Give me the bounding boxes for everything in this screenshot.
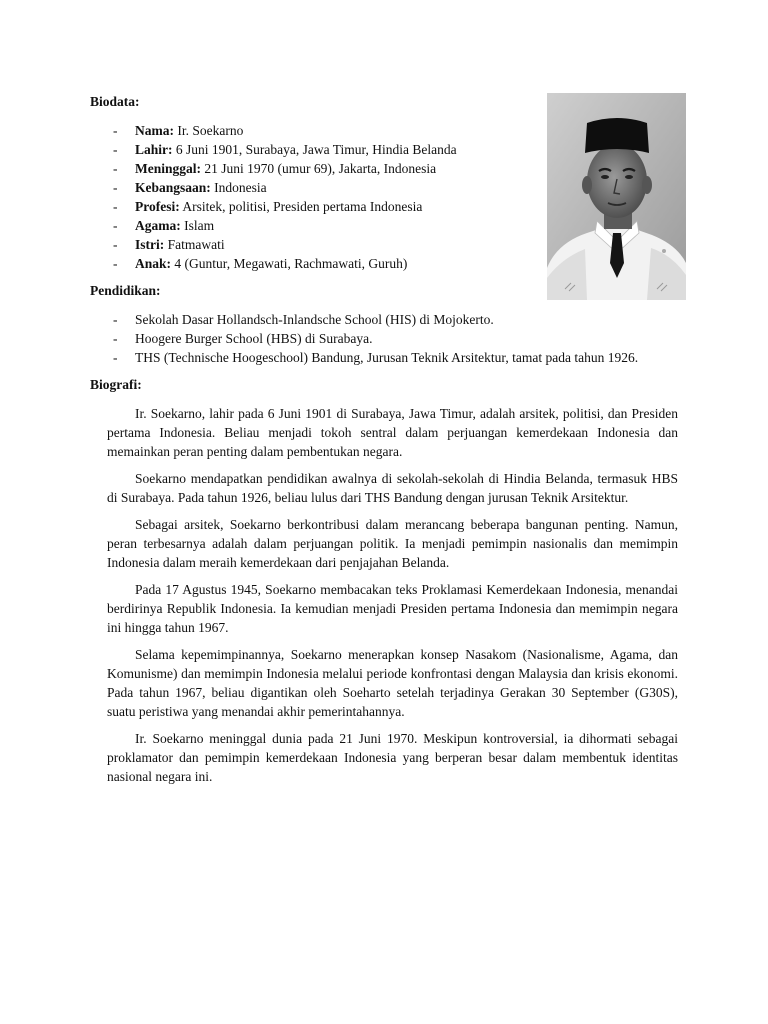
field-value: Fatmawati [164,237,225,252]
field-value: Arsitek, politisi, Presiden pertama Indonesia [179,199,423,214]
list-item [90,254,530,273]
list-item: - THS (Technische Hoogeschool) Bandung, Jurusan Teknik Arsitektur, tamat pada tahun 1926. [90,348,678,367]
field-value: Ir. Soekarno [174,123,244,138]
paragraph: Soekarno mendapatkan pendidikan awalnya di sekolah-sekolah di Hindia Belanda, termasuk HBS di Surabaya. Pada tahun 1926, beliau lulus dari THS Bandung dengan jurusan Teknik Arsitektur. [107,471,678,505]
field-label: Agama: [135,218,181,233]
list-item [90,159,530,178]
list-item: - Sekolah Dasar Hollandsch-Inlandsche School (HIS) di Mojokerto. [90,310,678,329]
paragraph: Ir. Soekarno, lahir pada 6 Juni 1901 di Surabaya, Jawa Timur, adalah arsitek, politisi, dan Presiden pertama Indonesia. Beliau menjadi tokoh sentral dalam perjuangan kemerdekaan Indonesia dan memainkan peran penting dalam pembentukan negara. [107,406,678,459]
field-value: 4 (Guntur, Megawati, Rachmawati, Guruh) [171,256,408,271]
field-label: Profesi: [135,199,180,214]
portrait-photo [547,93,686,300]
pendidikan-heading: Pendidikan: [90,283,161,298]
field-label: Lahir: [135,142,173,157]
biografi-text [90,404,678,786]
biodata-list [90,121,530,273]
paragraph: Selama kepemimpinannya, Soekarno menerapkan konsep Nasakom (Nasionalisme, Agama, dan Komunisme) dan memimpin Indonesia melalui periode konfrontasi dengan Malaysia dan krisis ekonomi. Pada tahun 1967, beliau digantikan oleh Soeharto setelah terjadinya Gerakan 30 September (G30S), suatu peristiwa yang menandai akhir pemerintahannya. [107,647,678,719]
pendidikan-list [90,310,678,367]
biodata-heading: Biodata: [90,94,140,109]
field-label: Istri: [135,237,165,252]
biografi-heading: Biografi: [90,377,142,392]
list-item [90,140,530,159]
field-label: Kebangsaan: [135,180,211,195]
list-item [90,216,530,235]
field-value: 6 Juni 1901, Surabaya, Jawa Timur, Hindia Belanda [172,142,457,157]
portrait-image [547,93,686,300]
paragraph: Ir. Soekarno meninggal dunia pada 21 Juni 1970. Meskipun kontroversial, ia dihormati sebagai proklamator dan pemimpin kemerdekaan Indonesia yang berperan besar dalam membentuk identitas nasional negara ini. [107,731,678,784]
field-value: Islam [180,218,215,233]
field-value: 21 Juni 1970 (umur 69), Jakarta, Indonesia [201,161,437,176]
list-item [90,121,530,140]
paragraph: Pada 17 Agustus 1945, Soekarno membacakan teks Proklamasi Kemerdekaan Indonesia, menandai berdirinya Republik Indonesia. Ia kemudian menjadi Presiden pertama Indonesia dan memimpin negara ini hingga tahun 1967. [107,582,678,635]
paragraph: Sebagai arsitek, Soekarno berkontribusi dalam merancang beberapa bangunan penting. Namun, peran terbesarnya adalah dalam perjuangan politik. Ia menjadi pemimpin nasionalis dan memimpin Indonesia dalam meraih kemerdekaan dari penjajahan Belanda. [107,517,678,570]
list-item: - Hoogere Burger School (HBS) di Surabaya. [90,329,678,348]
list-item [90,197,530,216]
field-label: Nama: [135,123,174,138]
field-label: Anak: [135,256,172,271]
list-item [90,235,530,254]
list-item [90,178,530,197]
field-value: Indonesia [210,180,267,195]
field-label: Meninggal: [135,161,201,176]
